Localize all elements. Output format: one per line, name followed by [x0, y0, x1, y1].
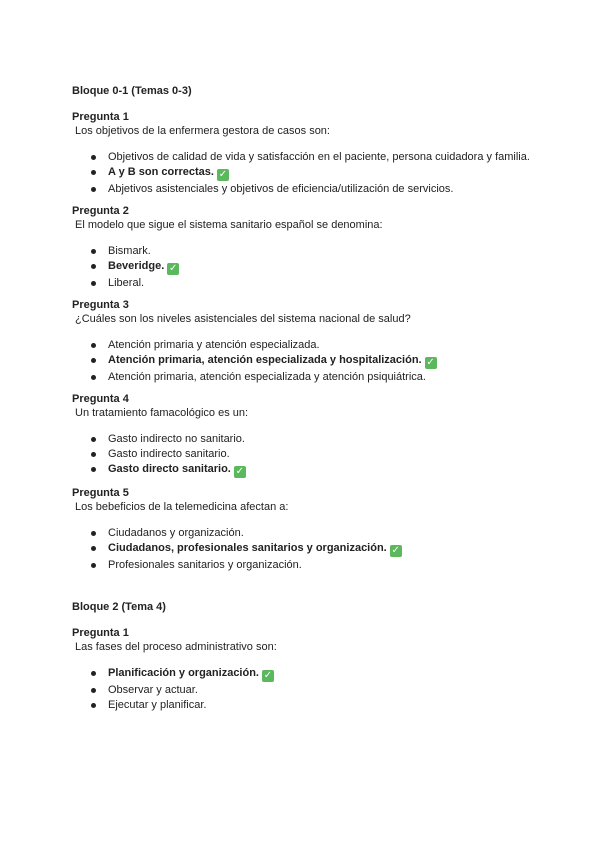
answer-item: [72, 526, 532, 540]
answer-list: [72, 338, 532, 384]
answer-text: A y B son correctas.: [108, 166, 214, 178]
answer-text: Gasto indirecto no sanitario.: [108, 433, 245, 445]
answer-item: [72, 150, 532, 164]
answer-item: [72, 370, 532, 384]
check-mark-icon: ✓: [235, 466, 245, 477]
block-title: Bloque 0-1 (Temas 0-3): [72, 85, 192, 97]
block-title: Bloque 2 (Tema 4): [72, 601, 166, 613]
answer-item: [72, 338, 532, 352]
answer-text: Beveridge.: [108, 260, 165, 272]
answer-item-correct: [72, 353, 532, 369]
answer-text: Profesionales sanitarios y organización.: [108, 559, 302, 571]
answer-item-correct: [72, 165, 532, 181]
answer-item-correct: [72, 259, 532, 275]
answer-text: Observar y actuar.: [108, 684, 198, 696]
answer-text: Ciudadanos y organización.: [108, 527, 244, 539]
question-text: Los objetivos de la enfermera gestora de casos son:: [75, 125, 330, 137]
answer-item: [72, 182, 532, 196]
question-4: [72, 392, 532, 478]
answer-list: [72, 666, 532, 712]
answer-text: Gasto directo sanitario.: [108, 463, 231, 475]
answer-text: Ciudadanos, profesionales sanitarios y organización.: [108, 542, 387, 554]
answer-list: [72, 526, 532, 572]
question-title: Pregunta 2: [72, 205, 129, 217]
question-text: Un tratamiento famacológico es un:: [75, 407, 249, 419]
question-b2-1: [72, 626, 532, 712]
answer-list: [72, 150, 532, 196]
question-title: Pregunta 1: [72, 111, 129, 123]
answer-text: Objetivos de calidad de vida y satisfacción en el paciente, persona cuidadora y familia.: [108, 151, 530, 163]
check-mark-icon: ✓: [218, 169, 228, 180]
check-mark-icon: ✓: [263, 670, 273, 681]
answer-text: Ejecutar y planificar.: [108, 699, 207, 711]
answer-item: [72, 558, 532, 572]
question-title: Pregunta 1: [72, 627, 129, 639]
answer-item: [72, 276, 532, 290]
question-title: Pregunta 4: [72, 393, 129, 405]
check-mark-icon: ✓: [426, 357, 435, 368]
document-page: [72, 84, 532, 720]
answer-item: [72, 447, 532, 461]
question-title: Pregunta 3: [72, 299, 129, 311]
answer-item: [72, 683, 532, 697]
answer-text: Liberal.: [108, 277, 145, 289]
question-text: Los bebeficios de la telemedicina afectan a:: [75, 501, 289, 513]
answer-text: Atención primaria, atención especializada y atención psiquiátrica.: [108, 371, 426, 383]
answer-list: [72, 244, 532, 290]
answer-list: [72, 432, 532, 478]
answer-text: Gasto indirecto sanitario.: [108, 448, 230, 460]
answer-item: [72, 698, 532, 712]
answer-text: Atención primaria, atención especializada y hospitalización.: [108, 354, 422, 366]
answer-text: Abjetivos asistenciales y objetivos de eficiencia/utilización de servicios.: [108, 183, 454, 195]
answer-item-correct: [72, 666, 532, 682]
question-2: [72, 204, 532, 290]
question-title: Pregunta 5: [72, 487, 129, 499]
check-mark-icon: ✓: [169, 263, 178, 274]
answer-text: Planificación y organización.: [108, 667, 259, 679]
answer-item: [72, 244, 532, 258]
answer-text: Atención primaria y atención especializada.: [108, 339, 320, 351]
answer-item: [72, 432, 532, 446]
question-5: [72, 486, 532, 572]
question-text: ¿Cuáles son los niveles asistenciales del sistema nacional de salud?: [75, 313, 411, 325]
question-3: [72, 298, 532, 384]
question-text: El modelo que sigue el sistema sanitario español se denomina:: [75, 219, 383, 231]
answer-item-correct: [72, 462, 532, 478]
answer-item-correct: [72, 541, 532, 557]
check-mark-icon: ✓: [391, 545, 400, 556]
answer-text: Bismark.: [108, 245, 151, 257]
question-1: [72, 110, 532, 196]
question-text: Las fases del proceso administrativo son:: [75, 641, 277, 653]
